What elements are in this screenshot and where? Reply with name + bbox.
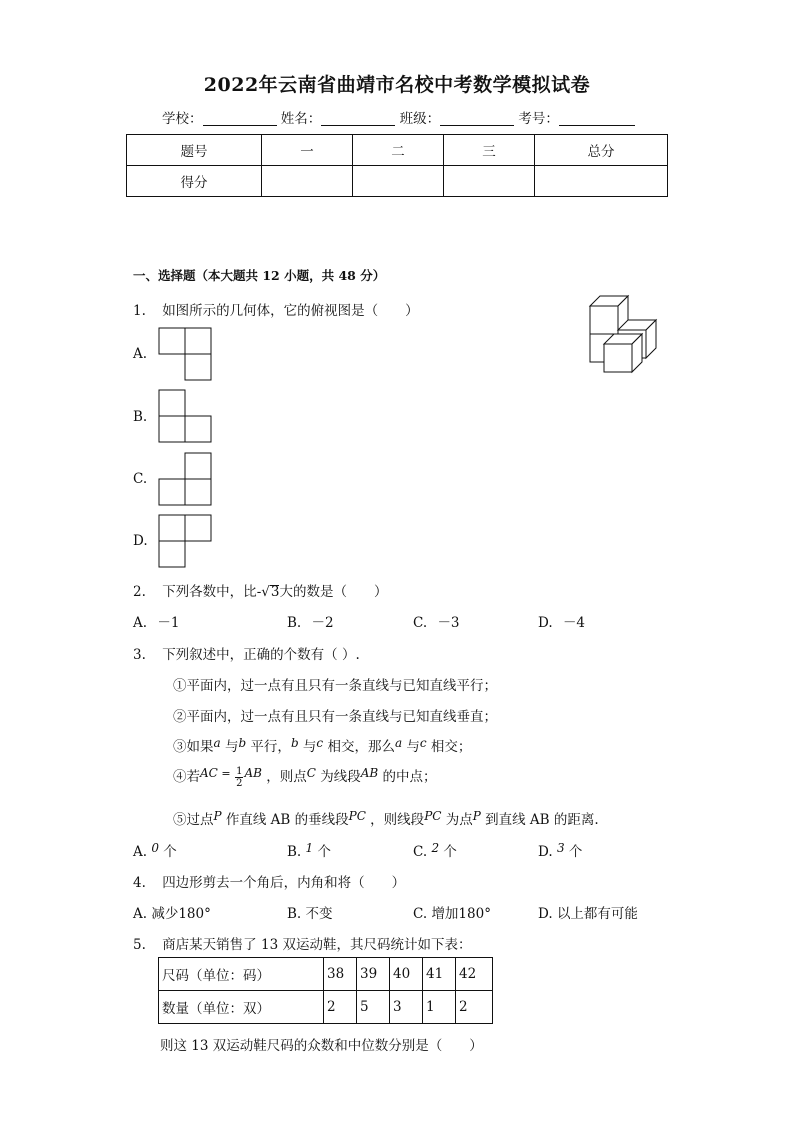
- q3-option-b[interactable]: [287, 840, 331, 860]
- q2-option-b[interactable]: [287, 611, 334, 631]
- table-row: [159, 991, 493, 1024]
- option-label-b: B.: [133, 409, 148, 425]
- text: 为点: [441, 812, 473, 828]
- option-value: 减少180°: [151, 906, 211, 922]
- score-header-cell: 题号: [127, 135, 262, 166]
- minus-sign: -: [256, 584, 262, 600]
- question-1: [133, 299, 419, 319]
- sqrt-symbol: √: [261, 584, 270, 600]
- score-header-cell: 二: [353, 135, 444, 166]
- math-var: P: [472, 809, 481, 823]
- option-value: 2: [431, 841, 440, 855]
- denominator: 2: [236, 778, 243, 789]
- q3-option-a[interactable]: [133, 840, 177, 860]
- option-value: －1: [157, 615, 180, 631]
- question-5-followup: 则这 13 双运动鞋尺码的众数和中位数分别是（ ）: [160, 1038, 483, 1054]
- text: 与: [298, 739, 317, 755]
- option-unit: 个: [158, 844, 177, 860]
- question-number: 5.: [133, 937, 146, 953]
- score-table: [126, 134, 668, 197]
- option-unit: 个: [313, 844, 331, 860]
- text: ③如果: [173, 739, 214, 755]
- sqrt-radicand: 3: [270, 584, 280, 600]
- table-cell: 2: [324, 991, 357, 1024]
- q4-option-c[interactable]: [413, 902, 491, 922]
- table-cell: 40: [390, 958, 423, 991]
- question-number: 2.: [133, 584, 146, 600]
- option-c-diagram[interactable]: [158, 452, 212, 506]
- option-label: A.: [133, 615, 148, 631]
- text: 相交，那么: [323, 739, 395, 755]
- option-label: B.: [287, 844, 302, 860]
- score-cell[interactable]: [444, 166, 535, 197]
- q2-option-c[interactable]: [413, 611, 460, 631]
- question-text: 商店某天销售了 13 双运动鞋，其尺码统计如下表：: [162, 937, 472, 953]
- option-value: 1: [305, 841, 314, 855]
- statement-1: ①平面内，过一点有且只有一条直线与已知直线平行；: [173, 678, 497, 694]
- option-label: D.: [538, 615, 553, 631]
- section-title: 一、选择题（本大题共 12 小题，共 48 分）: [133, 268, 386, 283]
- text: 的中点；: [378, 769, 437, 785]
- name-label: 姓名：: [280, 111, 322, 127]
- option-label: B.: [287, 906, 302, 922]
- exam-number-field[interactable]: [559, 111, 635, 126]
- question-5: [133, 933, 471, 953]
- score-cell[interactable]: [262, 166, 353, 197]
- math-var: AB: [360, 766, 379, 780]
- table-cell: 5: [357, 991, 390, 1024]
- question-2: [133, 580, 387, 600]
- cube-figure-diagram: [580, 290, 660, 380]
- text: ，则点: [261, 769, 307, 785]
- option-label-a: A.: [133, 346, 148, 362]
- math-var: P: [213, 809, 222, 823]
- q4-option-d[interactable]: [538, 902, 638, 922]
- statement-3: [173, 735, 471, 755]
- q4-option-b[interactable]: [287, 902, 333, 922]
- question-text: 四边形剪去一个角后，内角和将（ ）: [162, 875, 406, 891]
- score-header-cell: 三: [444, 135, 535, 166]
- option-value: 0: [151, 841, 159, 855]
- score-cell[interactable]: [353, 166, 444, 197]
- text: 平行，: [246, 739, 291, 755]
- option-label-d: D.: [133, 533, 148, 549]
- name-field[interactable]: [321, 111, 395, 126]
- q4-option-a[interactable]: [133, 902, 211, 922]
- score-header-cell: 总分: [535, 135, 668, 166]
- school-label: 学校：: [162, 111, 203, 127]
- option-d-diagram[interactable]: [158, 514, 212, 568]
- text: 相交；: [426, 739, 472, 755]
- option-value: －3: [437, 615, 460, 631]
- text: 与: [402, 739, 420, 755]
- question-text: 下列叙述中，正确的个数有（ ）.: [162, 647, 360, 663]
- table-cell: 38: [324, 958, 357, 991]
- exam-number-label: 考号：: [518, 111, 559, 127]
- math-var: c: [419, 736, 427, 750]
- fraction: [235, 766, 243, 789]
- math-var: AC: [200, 766, 218, 780]
- option-value: 3: [556, 841, 565, 855]
- statement-4: [173, 765, 437, 789]
- math-var: c: [316, 736, 324, 750]
- math-var: b: [238, 736, 247, 750]
- text: ，则线段: [365, 812, 425, 828]
- option-label: B.: [287, 615, 302, 631]
- option-value: 不变: [305, 906, 333, 922]
- question-text: 如图所示的几何体，它的俯视图是（ ）: [162, 303, 419, 319]
- option-label: C.: [413, 844, 428, 860]
- option-a-diagram[interactable]: [158, 327, 212, 381]
- option-value: －2: [311, 615, 334, 631]
- question-number: 4.: [133, 875, 146, 891]
- question-3: [133, 643, 360, 663]
- option-value: 增加180°: [431, 906, 491, 922]
- school-field[interactable]: [203, 111, 277, 126]
- question-text-pre: 下列各数中，比: [162, 584, 257, 600]
- option-label-c: C.: [133, 471, 148, 487]
- text: 与: [220, 739, 239, 755]
- exam-title: 2022年云南省曲靖市名校中考数学模拟试卷: [203, 74, 591, 96]
- table-cell: 42: [456, 958, 493, 991]
- text: 作直线 AB 的垂线段: [221, 812, 349, 828]
- option-b-diagram[interactable]: [158, 389, 212, 443]
- option-unit: 个: [564, 844, 583, 860]
- q3-option-c[interactable]: [413, 840, 457, 860]
- table-cell: 尺码（单位：码）: [159, 958, 324, 991]
- text: 到直线 AB 的距离.: [480, 812, 599, 828]
- math-var: PC: [424, 809, 442, 823]
- question-number: 3.: [133, 647, 146, 663]
- table-cell: 3: [390, 991, 423, 1024]
- q2-option-d[interactable]: [538, 611, 585, 631]
- text: ④若: [173, 769, 200, 785]
- question-number: 1.: [133, 303, 146, 319]
- table-cell: 41: [423, 958, 456, 991]
- option-label: A.: [133, 844, 148, 860]
- option-value: －4: [562, 615, 586, 631]
- option-label: D.: [538, 844, 553, 860]
- table-cell: 数量（单位：双）: [159, 991, 324, 1024]
- score-cell[interactable]: [535, 166, 668, 197]
- option-label: C.: [413, 615, 428, 631]
- score-row-label: 得分: [127, 166, 262, 197]
- score-table-header: [127, 135, 668, 166]
- class-field[interactable]: [440, 111, 514, 126]
- question-text-post: 大的数是（ ）: [279, 584, 388, 600]
- text: 为线段: [315, 769, 361, 785]
- math-var: b: [290, 736, 299, 750]
- math-op: =: [217, 767, 235, 780]
- option-label: C.: [413, 906, 428, 922]
- statement-2: ②平面内，过一点有且只有一条直线与已知直线垂直；: [173, 709, 497, 725]
- student-info-line: [162, 107, 635, 127]
- statement-5: [173, 808, 599, 828]
- table-row: [159, 958, 493, 991]
- table-cell: 39: [357, 958, 390, 991]
- table-cell: 2: [456, 991, 493, 1024]
- score-header-cell: 一: [262, 135, 353, 166]
- shoe-size-table: [158, 957, 493, 1024]
- q3-option-d[interactable]: [538, 840, 582, 860]
- question-4: [133, 871, 405, 891]
- option-label: A.: [133, 906, 148, 922]
- numerator: 1: [236, 766, 243, 777]
- option-unit: 个: [439, 844, 457, 860]
- math-var: PC: [348, 809, 366, 823]
- option-label: D.: [538, 906, 553, 922]
- text: ⑤过点: [173, 812, 214, 828]
- option-value: 以上都有可能: [556, 906, 638, 922]
- math-var: a: [394, 736, 403, 750]
- class-label: 班级：: [399, 111, 441, 127]
- table-cell: 1: [423, 991, 456, 1024]
- math-var: C: [306, 766, 316, 780]
- math-var: a: [213, 736, 221, 750]
- math-var: AB: [244, 766, 262, 780]
- q2-option-a[interactable]: [133, 611, 179, 631]
- score-table-row: [127, 166, 668, 197]
